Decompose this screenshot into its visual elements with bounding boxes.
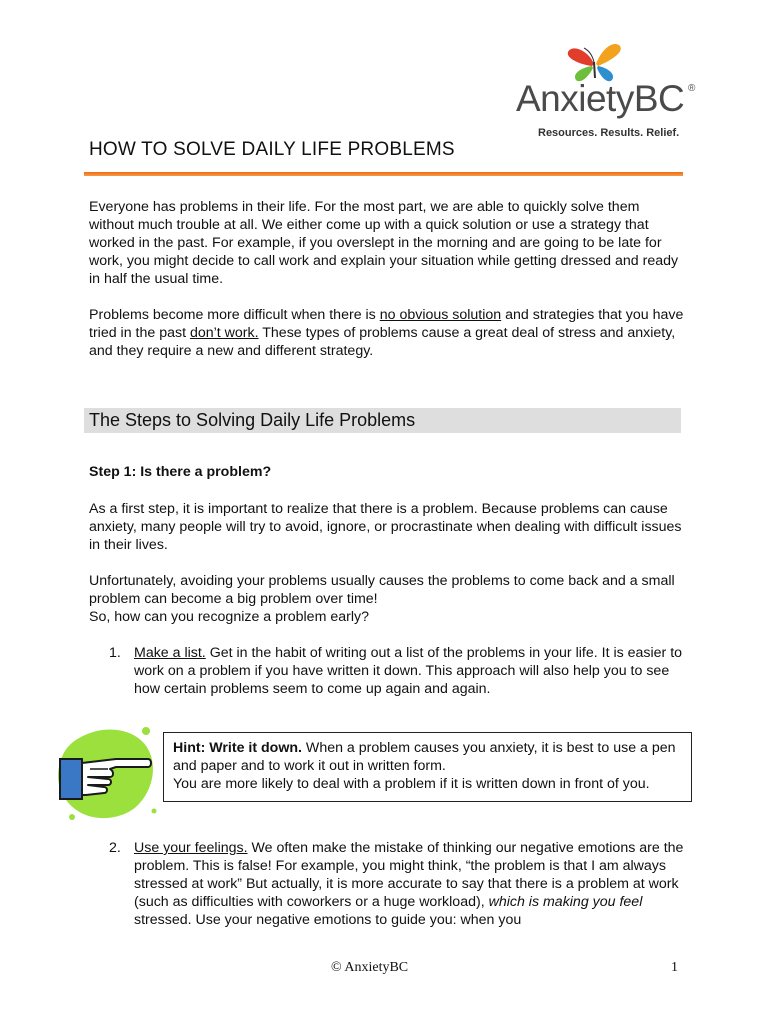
emphasis-no-obvious-solution: no obvious solution xyxy=(379,307,502,323)
anxietybc-logo xyxy=(508,38,698,148)
page-number: 1 xyxy=(671,960,678,975)
document-title: HOW TO SOLVE DAILY LIFE PROBLEMS xyxy=(89,139,455,160)
hint-box xyxy=(163,732,692,802)
list-item-lead: Use your feelings. xyxy=(134,840,248,856)
logo-wordmark: AnxietyBC xyxy=(516,78,685,119)
list-number: 1. xyxy=(109,645,121,661)
emphasis-dont-work: don’t work. xyxy=(189,325,259,341)
list-item-lead: Make a list. xyxy=(134,645,206,661)
hint-text xyxy=(173,739,689,793)
registered-mark: ® xyxy=(688,83,696,94)
step-1-paragraph-1: As a first step, it is important to realize that there is a problem. Because problems can cause anxiety, many people will try to avoid, ignore, or procrastinate when dealing with difficult issues in their lives. xyxy=(89,501,682,553)
list-item-text: Get in the habit of writing out a list of the problems in your life. It is easier to work on a problem if you have written it down. This approach will also help you to see how certain problems seem to come up again and again. xyxy=(134,645,683,697)
section-title: The Steps to Solving Daily Life Problems xyxy=(89,410,416,430)
hint-text-1: When a problem causes you anxiety, it is best to use a pen and paper and to work it out in written form. xyxy=(173,740,676,774)
step-1-text-line-1: Unfortunately, avoiding your problems usually causes the problems to come back and a small problem can become a big problem over time! xyxy=(89,573,675,607)
footer-copyright: © AnxietyBC xyxy=(331,960,409,975)
intro-paragraph-1: Everyone has problems in their life. For the most part, we are able to quickly solve them without much trouble at all. We either come up with a quick solution or use a strategy that worked in the past. For example, if you overslept in the morning and are going to be late for work, you might decide to call work and explain your situation while getting dressed and ready in half the usual time. xyxy=(89,199,679,287)
list-item-text-after: stressed. Use your negative emotions to guide you: when you xyxy=(134,912,522,928)
intro-text-2: and strategies that you have tried in the past xyxy=(89,307,684,341)
title-divider xyxy=(84,172,683,176)
list-item-text: We often make the mistake of thinking our negative emotions are the problem. This is false! For example, you might think, “the problem is that I am always stressed at work” But actually, it is more accurate to say that there is a problem at work (such as difficulties with coworkers or a huge workload), xyxy=(134,840,684,910)
hint-text-2: You are more likely to deal with a problem if it is written down in front of you. xyxy=(173,776,650,792)
intro-paragraph-2 xyxy=(89,306,687,360)
step-1-heading: Step 1: Is there a problem? xyxy=(89,464,272,480)
pointing-hand-icon xyxy=(50,725,160,825)
section-heading-bar xyxy=(84,408,681,433)
list-number: 2. xyxy=(109,840,121,856)
list-item-body xyxy=(134,839,686,929)
logo-tagline: Resources. Results. Relief. xyxy=(538,127,680,139)
step-1-paragraph-2 xyxy=(89,572,687,626)
list-item-body xyxy=(134,644,686,698)
intro-text-1: Problems become more difficult when there is xyxy=(89,307,380,323)
hint-label: Hint: Write it down. xyxy=(173,740,302,756)
intro-text-3: These types of problems cause a great deal of stress and anxiety, and they require a new and different strategy. xyxy=(89,325,676,359)
step-1-text-line-2: So, how can you recognize a problem early? xyxy=(89,609,369,625)
list-item-italic-text: which is making you feel xyxy=(488,894,643,910)
